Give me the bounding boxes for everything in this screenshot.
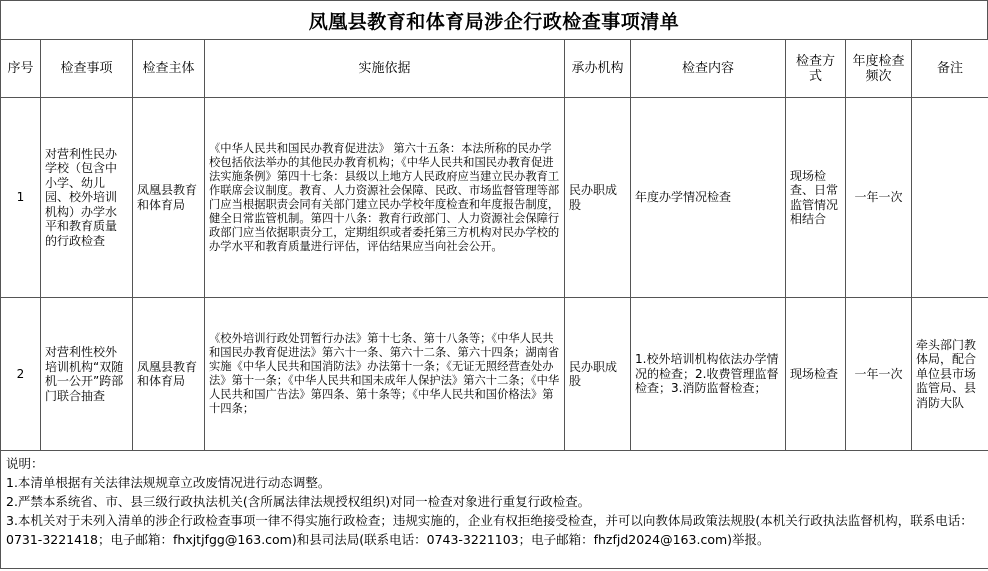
notes-section (0, 450, 988, 569)
header-method: 检查方式 (786, 40, 846, 98)
row-remarks (912, 98, 988, 298)
table-header-row (1, 40, 988, 98)
row-method: 现场检查、日常监管情况相结合 (786, 98, 846, 298)
notes-line: 2.严禁本系统省、市、县三级行政执法机关(含所属法律法规授权组织)对同一检查对象进行重复行政检查。 (6, 494, 591, 509)
header-remarks: 备注 (912, 40, 988, 98)
row-basis: 《校外培训行政处罚暂行办法》第十七条、第十八条等；《中华人民共和国民办教育促进法》第六十一条、第六十二条、第六十四条；湖南省实施《中华人民共和国消防法》办法第十一条；《无证无照经营查处办法》第十一条；《中华人民共和国未成年人保护法》第六十二条；《中华人民共和国广告法》第四条、第十条等；《中华人民共和国价格法》第十四条； (205, 298, 565, 451)
row-method: 现场检查 (786, 298, 846, 451)
table-row (1, 298, 988, 451)
row-department: 民办职成股 (565, 298, 631, 451)
page-title: 凤凰县教育和体育局涉企行政检查事项清单 (0, 0, 988, 40)
row-item: 对营利性校外培训机构“双随机一公开”跨部门联合抽查 (41, 298, 133, 451)
row-frequency: 一年一次 (846, 98, 912, 298)
inspection-table (0, 39, 988, 451)
notes-line: 1.本清单根据有关法律法规规章立改废情况进行动态调整。 (6, 475, 331, 490)
header-content: 检查内容 (631, 40, 786, 98)
header-department: 承办机构 (565, 40, 631, 98)
header-basis: 实施依据 (205, 40, 565, 98)
header-frequency: 年度检查频次 (846, 40, 912, 98)
row-frequency: 一年一次 (846, 298, 912, 451)
table-row (1, 98, 988, 298)
row-index: 1 (1, 98, 41, 298)
row-basis: 《中华人民共和国民办教育促进法》 第六十五条：本法所称的民办学校包括依法举办的其他民办教育机构；《中华人民共和国民办教育促进法实施条例》第四十七条：县级以上地方人民政府应当建立民办教育工作联席会议制度。教育、人力资源社会保障、民政、市场监督管理等部门应当根据职责会同有关部门建立民办学校年度检查和年度报告制度，健全日常监管机制。第四十八条：教育行政部门、人力资源社会保障行政部门应当依据职责分工，定期组织或者委托第三方机构对民办学校的办学水平和教育质量进行评估，评估结果应当向社会公开。 (205, 98, 565, 298)
row-remarks: 牵头部门教体局，配合单位县市场监管局、县消防大队 (912, 298, 988, 451)
notes-heading: 说明： (6, 456, 44, 471)
row-department: 民办职成股 (565, 98, 631, 298)
row-item: 对营利性民办学校（包含中小学、幼儿园、校外培训机构）办学水平和教育质量的行政检查 (41, 98, 133, 298)
header-subject: 检查主体 (133, 40, 205, 98)
header-index: 序号 (1, 40, 41, 98)
header-item: 检查事项 (41, 40, 133, 98)
row-content: 年度办学情况检查 (631, 98, 786, 298)
row-content: 1.校外培训机构依法办学情况的检查；2.收费管理监督检查；3.消防监督检查； (631, 298, 786, 451)
notes-line: 3.本机关对于未列入清单的涉企行政检查事项一律不得实施行政检查；违规实施的，企业有权拒绝接受检查，并可以向教体局政策法规股(本机关行政执法监督机构，联系电话：0731-3221418；电子邮箱：fhxjtjfgg@163.com)和县司法局(联系电话：0743-3221103；电子邮箱：fhzfjd2024@163.com)举报。 (6, 513, 973, 547)
row-subject: 凤凰县教育和体育局 (133, 298, 205, 451)
row-subject: 凤凰县教育和体育局 (133, 98, 205, 298)
row-index: 2 (1, 298, 41, 451)
